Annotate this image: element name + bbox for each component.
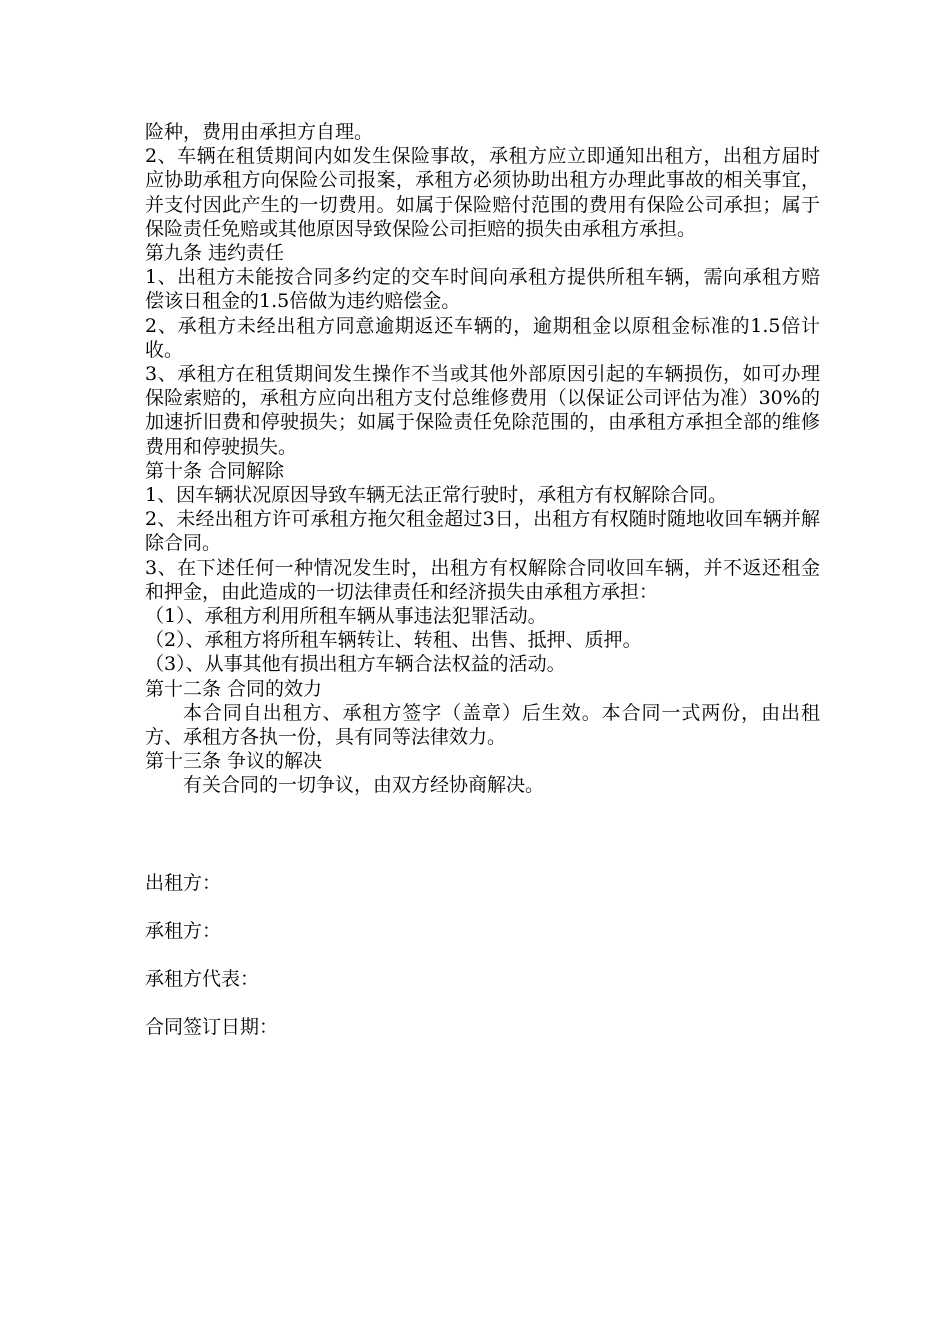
heading-article-13: 第十三条 争议的解决 xyxy=(145,750,323,773)
signature-lessee: 承租方： xyxy=(145,919,222,942)
paragraph-9-2: 2、承租方未经出租方同意逾期返还车辆的，逾期租金以原租金标准的1.5倍计收。 xyxy=(145,314,820,361)
heading-article-9: 第九条 违约责任 xyxy=(145,242,285,265)
paragraph-10-1: 1、因车辆状况原因导致车辆无法正常行驶时，承租方有权解除合同。 xyxy=(145,484,728,507)
list-item-10-3-3: （3）、从事其他有损出租方车辆合法权益的活动。 xyxy=(145,653,566,676)
paragraph-insurance-accident: 2、车辆在租赁期间内如发生保险事故，承租方应立即通知出租方，出租方届时应协助承租方向保险公司报案，承租方必须协助出租方办理此事故的相关事宜，并支付因此产生的一切费用。如属于保险赔付范围的费用有保险公司承担；属于保险责任免赔或其他原因导致保险公司拒赔的损失由承租方承担。 xyxy=(145,145,820,240)
heading-article-12: 第十二条 合同的效力 xyxy=(145,677,323,700)
list-item-10-3-1: （1）、承租方利用所租车辆从事违法犯罪活动。 xyxy=(145,605,547,628)
paragraph-9-3: 3、承租方在租赁期间发生操作不当或其他外部原因引起的车辆损伤，如可办理保险索赔的，承租方应向出租方支付总维修费用（以保证公司评估为准）30%的加速折旧费和停驶损失；如属于保险责任免除范围的，由承租方承担全部的维修费用和停驶损失。 xyxy=(145,363,820,458)
paragraph-13: 有关合同的一切争议，由双方经协商解决。 xyxy=(183,774,545,797)
paragraph-10-3: 3、在下述任何一种情况发生时，出租方有权解除合同收回车辆，并不返还租金和押金，由此造成的一切法律责任和经济损失由承租方承担： xyxy=(145,556,820,603)
paragraph-insurance-tail: 险种，费用由承担方自理。 xyxy=(145,121,374,143)
signature-date: 合同签订日期： xyxy=(145,1015,279,1038)
heading-article-10: 第十条 合同解除 xyxy=(145,459,285,482)
document-page xyxy=(145,120,820,1063)
paragraph-10-2: 2、未经出租方许可承租方拖欠租金超过3日，出租方有权随时随地收回车辆并解除合同。 xyxy=(145,508,820,555)
signature-lessor: 出租方： xyxy=(145,871,222,894)
signature-lessee-representative: 承租方代表： xyxy=(145,967,260,990)
spacer xyxy=(145,798,820,871)
paragraph-9-1: 1、出租方未能按合同多约定的交车时间向承租方提供所租车辆，需向承租方赔偿该日租金的1.5倍做为违约赔偿金。 xyxy=(145,266,820,313)
paragraph-12: 本合同自出租方、承租方签字（盖章）后生效。本合同一式两份，由出租方、承租方各执一份，具有同等法律效力。 xyxy=(145,701,820,749)
list-item-10-3-2: （2）、承租方将所租车辆转让、转租、出售、抵押、质押。 xyxy=(145,629,642,652)
